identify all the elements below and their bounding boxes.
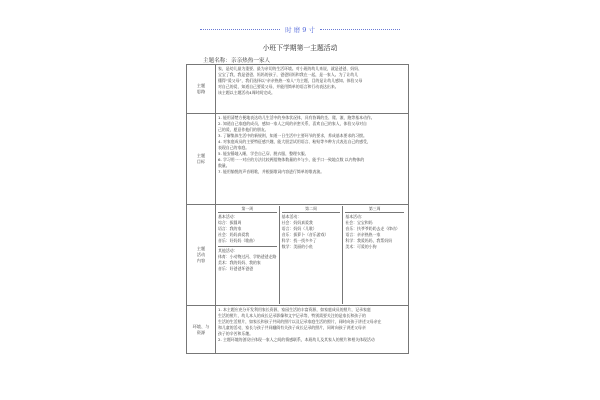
activity-item: 音乐：好妈妈（歌曲） [218, 238, 257, 243]
background-label-text: 主题 思路 [196, 83, 206, 94]
goal-item: 己的爱，愿意作他们的朋友。 [218, 127, 269, 132]
activity-item: 基本活动： [281, 214, 302, 219]
other-activity-item: 其他活动： [218, 248, 238, 253]
background-line: 对自己的爱，知道自己要爱父母，并能用简单的语言和行动表达出来。 [218, 84, 339, 89]
activity-item: 数学：美丽的小鱼 [281, 244, 313, 249]
week-1-header: 第一周 [218, 206, 277, 213]
activities-row [187, 205, 409, 306]
environment-label-text: 环境、与 资源 [192, 323, 210, 335]
week-3-header: 第三周 [345, 206, 404, 213]
goals-label-text: 主题 目标 [196, 153, 206, 164]
background-line: 家，是幼儿最为重要、最为亲切的生活环境。对小班的幼儿来说，就是爸爸、妈妈、 [218, 66, 362, 71]
environment-line: 和儿童的活动，家长与孩子共同翻阅有关孩子成长记录的照片，同时向孩子讲述父母亲 [218, 325, 366, 330]
activity-item: 基本活动： [218, 214, 238, 219]
background-line: 该主题以主题活动4周时间完成。 [218, 90, 275, 95]
week-1-column [218, 206, 279, 304]
activities-label [187, 205, 216, 306]
goals-row [187, 114, 409, 205]
goal-item: 4. 对家庭成员的主要特征感兴趣，能大胆尝试用语言、粘贴等多种方式表达自己的感受， [218, 139, 371, 144]
other-activity-item: 音乐：好爸爸坏爸爸 [218, 266, 254, 271]
background-content [216, 65, 409, 114]
activity-item: 美术：可爱的小狗 [345, 244, 377, 249]
activity-item: 语言：我的家 [218, 226, 242, 231]
environment-line: 生活的生活照片，如家长和孩子共同的照片以及记录家庭生活的照片，同时向孩子讲述父母亲在 [218, 319, 382, 324]
other-activity-item: 体育：小动物过河、学陪爸爸走路 [218, 254, 277, 259]
document-title: 小班下学期第一主题活动 [262, 44, 338, 52]
environment-line: 1. 本主题应充分开发利用家长资源，家园生活的丰富资源，如家庭成员的照片，记录家庭 [218, 307, 371, 312]
goal-item: 数量。 [218, 163, 230, 168]
environment-line: 2. 主题环境的创设应体现一家人之间的情感联系，本班幼儿及其家人的照片和相关体现活动 [218, 337, 375, 342]
week-2-column [279, 206, 343, 304]
environment-line: 生活的照片，幼儿本人的成长记录影像和文字记录等，特别需要关注的是家长和孩子的 [218, 313, 366, 318]
background-line: 宝宝了我，我是爸爸、妈妈的孩子，爸爸妈妈和我在一起，是一家人。为了让幼儿 [218, 72, 359, 77]
activity-item: 社会：妈妈真爱我 [218, 232, 250, 237]
goal-item: 3. 了解集体生活中的新规则，知道一日生活中主要环节的要求，养成基本要求的习惯。 [218, 133, 367, 138]
goal-item: 1. 能用清楚方便地表达幼儿生活中的身体状况体，具有协调的坐、爬、滚、跑等基本动作。 [218, 115, 375, 120]
header-dotted-line-left [200, 29, 280, 30]
other-activity-item: 美术：我的妈妈、我的家 [218, 260, 261, 265]
activities-content [216, 205, 409, 306]
environment-content [216, 306, 409, 354]
theme-name-line: 主题名称：亲亲热热一家人 [203, 58, 271, 64]
goal-item: 6. 学习用一一对应的方法比较两组物体数量的多与少，能手口一致地点数 以内物体的 [218, 157, 365, 162]
goal-item: 2. 知道自己家庭的成员，感知一家人之间的亲密关系，喜欢自己的家人，体验父母对自 [218, 121, 367, 126]
header-text: 时 磨 9 寸 [285, 25, 315, 34]
environment-label [187, 306, 216, 354]
activities-label-text: 主题 活动 内容 [196, 246, 206, 263]
background-line: 懂得“爱父母”，我们选择以“亲亲热热一家人”为主题，目的是让幼儿感知、体验父母 [218, 78, 363, 83]
week-3-column [342, 206, 406, 304]
activity-item: 基本活动： [345, 214, 365, 219]
activity-item: 音乐：拔萝卜（音乐游戏） [281, 232, 329, 237]
background-row [187, 65, 409, 114]
activity-item: 科学：我爱妈妈，我帮妈妈 [345, 238, 393, 243]
goals-content [216, 114, 409, 205]
header-dotted-line-right [320, 29, 400, 30]
activity-item: 语言：亲亲热热一家 [345, 232, 381, 237]
activity-item: 社会：宝宝和妈 [345, 220, 373, 225]
activity-item: 语言：妈妈（儿歌） [281, 226, 317, 231]
other-activities [218, 246, 277, 272]
goals-label [187, 114, 216, 205]
week-2-header: 第二周 [282, 206, 341, 213]
goal-item: 5. 能安静地入睡，学会自己穿、脱衣服，整理衣服。 [218, 151, 309, 156]
environment-row [187, 306, 409, 354]
goal-item: 表现自己的家庭。 [218, 145, 250, 150]
theme-plan-table [186, 64, 409, 354]
activity-item: 综合：拔圆周 [218, 220, 242, 225]
activity-item: 社会：妈妈真爱我 [281, 220, 313, 225]
background-label [187, 65, 216, 114]
activity-item: 音乐：扶爷爷奶奶去走（律动） [345, 226, 400, 231]
page-header [200, 22, 400, 36]
activity-item: 科学：找一找多多了 [281, 238, 317, 243]
environment-line: 孩子的辛苦和乐趣。 [218, 331, 254, 336]
goal-item: 7. 能用愉悦的声音唱歌，并根据歌词内容进行简单的歌表演。 [218, 169, 325, 174]
week-columns [218, 206, 406, 304]
